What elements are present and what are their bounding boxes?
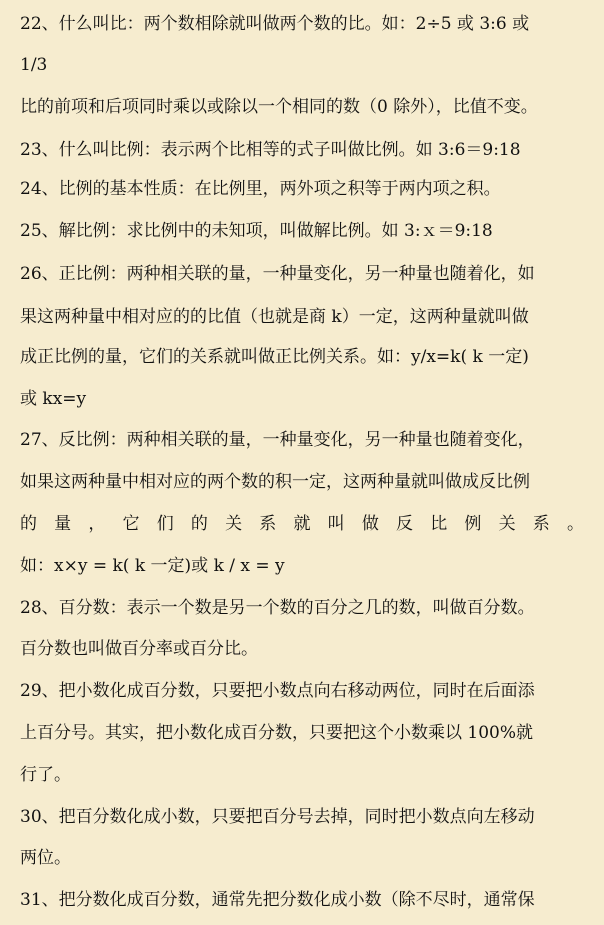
text-line-24: 24、比例的基本性质：在比例里，两外项之积等于两内项之积。 [20,179,501,199]
text-line-23: 23、什么叫比例：表示两个比相等的式子叫做比例。如 3:6＝9:18 [20,140,521,160]
text-line-31-a: 31、把分数化成百分数，通常先把分数化成小数（除不尽时，通常保 [20,890,535,910]
text-line-29-c: 行了。 [20,765,71,785]
text-line-30-b: 两位。 [20,848,71,868]
text-line-28-b: 百分数也叫做百分率或百分比。 [20,639,258,659]
text-line-28-a: 28、百分数：表示一个数是另一个数的百分之几的数，叫做百分数。 [20,598,535,618]
text-line-26-c: 成正比例的量，它们的关系就叫做正比例关系。如：y/x=k( k 一定) [20,347,529,367]
text-line-25: 25、解比例：求比例中的未知项，叫做解比例。如 3:ｘ＝9:18 [20,221,493,241]
text-line-29-b: 上百分号。其实，把小数化成百分数，只要把这个小数乘以 100%就 [20,723,534,743]
text-line-26-a: 26、正比例：两种相关联的量，一种量变化，另一种量也随着化，如 [20,264,535,284]
text-line-29-a: 29、把小数化成百分数，只要把小数点向右移动两位，同时在后面添 [20,681,535,701]
text-line-30-a: 30、把百分数化成小数，只要把百分号去掉，同时把小数点向左移动 [20,807,535,827]
text-line-26-d: 或 kx=y [20,389,87,409]
text-line-27-c: 的 量 ， 它 们 的 关 系 就 叫 做 反 比 例 关 系 。 [20,514,584,534]
text-line-27-a: 27、反比例：两种相关联的量，一种量变化，另一种量也随着变化， [20,430,535,450]
text-line-27-d: 如：x×y = k( k 一定)或 k / x = y [20,556,285,576]
text-line-22-rule: 比的前项和后项同时乘以或除以一个相同的数（0 除外），比值不变。 [20,97,538,117]
text-line-26-b: 果这两种量中相对应的的比值（也就是商 k）一定，这两种量就叫做 [20,307,529,327]
text-line-22-title: 22、什么叫比：两个数相除就叫做两个数的比。如：2÷5 或 3:6 或 [20,14,530,34]
text-line-27-b: 如果这两种量中相对应的两个数的积一定，这两种量就叫做成反比例 [20,472,530,492]
text-line-22-cont: 1/3 [20,55,48,75]
